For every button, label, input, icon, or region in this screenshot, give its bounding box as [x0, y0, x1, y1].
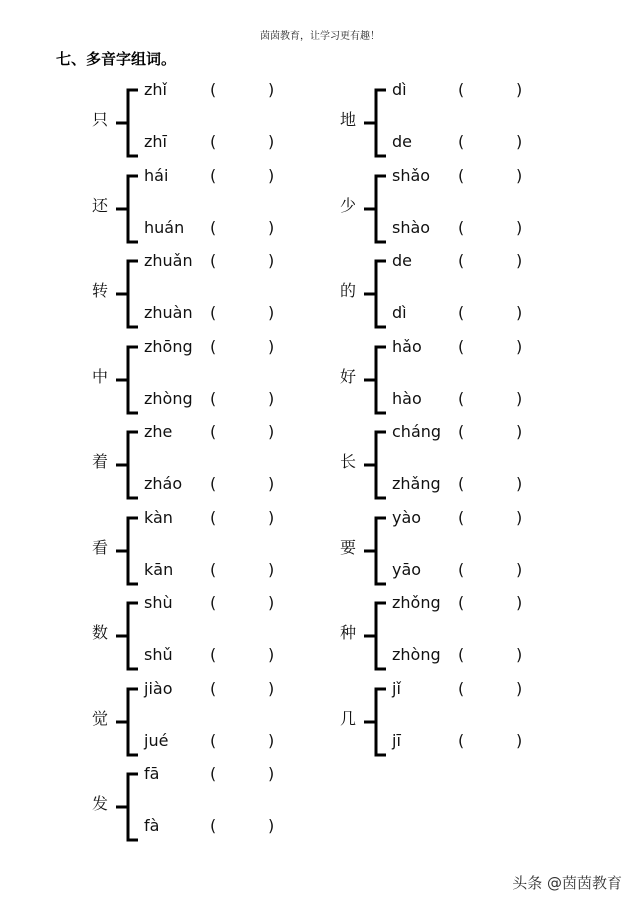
answer-blank-close: ): [516, 508, 523, 527]
pinyin-reading: zhuàn: [144, 303, 193, 322]
hanzi-char: 地: [340, 110, 357, 129]
pinyin-reading: shù: [144, 593, 173, 612]
pinyin-reading: hào: [392, 389, 422, 408]
answer-blank-open[interactable]: (: [210, 389, 217, 408]
polyphone-group: [92, 166, 352, 244]
answer-blank-open[interactable]: (: [210, 560, 217, 579]
polyphone-group: [340, 679, 600, 757]
answer-blank-open[interactable]: (: [210, 764, 217, 783]
answer-blank-close: ): [268, 132, 275, 151]
brace-icon: [108, 772, 140, 842]
brace-icon: [356, 174, 388, 244]
pinyin-reading: dì: [392, 303, 407, 322]
answer-blank-close: ): [516, 679, 523, 698]
answer-blank-open[interactable]: (: [458, 166, 465, 185]
pinyin-reading: zhī: [144, 132, 167, 151]
answer-blank-open[interactable]: (: [458, 422, 465, 441]
polyphone-group: [340, 80, 600, 158]
polyphone-group: [340, 337, 600, 415]
pinyin-reading: zhǒng: [392, 593, 441, 612]
pinyin-reading: shǔ: [144, 645, 173, 664]
answer-blank-open[interactable]: (: [210, 166, 217, 185]
answer-blank-close: ): [516, 303, 523, 322]
answer-blank-open[interactable]: (: [458, 731, 465, 750]
answer-blank-close: ): [516, 337, 523, 356]
answer-blank-open[interactable]: (: [458, 132, 465, 151]
hanzi-char: 好: [340, 367, 357, 386]
polyphone-group: [340, 166, 600, 244]
section-title: 七、多音字组词。: [56, 50, 177, 68]
pinyin-reading: zhuǎn: [144, 251, 193, 270]
polyphone-group: [92, 679, 352, 757]
pinyin-reading: kān: [144, 560, 174, 579]
hanzi-char: 几: [340, 709, 357, 728]
polyphone-group: [340, 422, 600, 500]
answer-blank-open[interactable]: (: [210, 337, 217, 356]
answer-blank-open[interactable]: (: [210, 303, 217, 322]
answer-blank-open[interactable]: (: [458, 389, 465, 408]
answer-blank-close: ): [268, 337, 275, 356]
answer-blank-close: ): [516, 474, 523, 493]
answer-blank-close: ): [268, 166, 275, 185]
hanzi-char: 数: [92, 623, 109, 642]
answer-blank-open[interactable]: (: [210, 731, 217, 750]
pinyin-reading: zhǎng: [392, 474, 441, 493]
polyphone-group: [340, 508, 600, 586]
answer-blank-close: ): [516, 251, 523, 270]
answer-blank-close: ): [516, 166, 523, 185]
answer-blank-open[interactable]: (: [458, 593, 465, 612]
brace-icon: [108, 174, 140, 244]
brace-icon: [356, 259, 388, 329]
answer-blank-close: ): [516, 80, 523, 99]
answer-blank-close: ): [268, 816, 275, 835]
answer-blank-open[interactable]: (: [210, 508, 217, 527]
polyphone-group: [92, 508, 352, 586]
brace-icon: [356, 516, 388, 586]
brace-icon: [108, 601, 140, 671]
polyphone-group: [92, 422, 352, 500]
brace-icon: [356, 88, 388, 158]
pinyin-reading: hái: [144, 166, 169, 185]
answer-blank-open[interactable]: (: [210, 474, 217, 493]
answer-blank-open[interactable]: (: [458, 645, 465, 664]
polyphone-group: [92, 593, 352, 671]
pinyin-reading: hǎo: [392, 337, 422, 356]
polyphone-group: [340, 593, 600, 671]
brace-icon: [108, 516, 140, 586]
pinyin-reading: zhòng: [392, 645, 441, 664]
pinyin-reading: zháo: [144, 474, 183, 493]
page-header: 茵茵教育，让学习更有趣！: [260, 31, 380, 42]
hanzi-char: 发: [92, 794, 109, 813]
answer-blank-close: ): [268, 731, 275, 750]
pinyin-reading: fā: [144, 764, 160, 783]
answer-blank-open[interactable]: (: [210, 251, 217, 270]
brace-icon: [108, 345, 140, 415]
hanzi-char: 中: [92, 367, 109, 386]
pinyin-reading: shào: [392, 218, 431, 237]
brace-icon: [356, 601, 388, 671]
answer-blank-open[interactable]: (: [210, 679, 217, 698]
pinyin-reading: cháng: [392, 422, 442, 441]
answer-blank-open[interactable]: (: [210, 132, 217, 151]
pinyin-reading: jī: [392, 731, 401, 750]
hanzi-char: 的: [340, 281, 357, 300]
polyphone-group: [340, 251, 600, 329]
polyphone-group: [92, 80, 352, 158]
brace-icon: [108, 88, 140, 158]
answer-blank-open[interactable]: (: [210, 422, 217, 441]
answer-blank-close: ): [268, 389, 275, 408]
answer-blank-open[interactable]: (: [210, 80, 217, 99]
polyphone-group: [92, 337, 352, 415]
pinyin-reading: zhǐ: [144, 80, 167, 99]
answer-blank-open[interactable]: (: [458, 303, 465, 322]
answer-blank-open[interactable]: (: [210, 218, 217, 237]
answer-blank-open[interactable]: (: [458, 474, 465, 493]
pinyin-reading: de: [392, 132, 412, 151]
answer-blank-close: ): [516, 422, 523, 441]
answer-blank-close: ): [516, 389, 523, 408]
brace-icon: [108, 687, 140, 757]
hanzi-char: 着: [92, 452, 109, 471]
pinyin-reading: shǎo: [392, 166, 431, 185]
pinyin-reading: fà: [144, 816, 160, 835]
answer-blank-open[interactable]: (: [458, 679, 465, 698]
answer-blank-close: ): [268, 422, 275, 441]
answer-blank-close: ): [516, 218, 523, 237]
hanzi-char: 觉: [92, 709, 109, 728]
answer-blank-close: ): [268, 303, 275, 322]
pinyin-reading: zhe: [144, 422, 173, 441]
answer-blank-close: ): [268, 645, 275, 664]
watermark: 头条 @茵茵教育: [512, 874, 622, 892]
hanzi-char: 转: [92, 281, 109, 300]
answer-blank-close: ): [268, 679, 275, 698]
answer-blank-open[interactable]: (: [458, 251, 465, 270]
answer-blank-close: ): [268, 593, 275, 612]
answer-blank-close: ): [516, 593, 523, 612]
answer-blank-open[interactable]: (: [458, 337, 465, 356]
polyphone-group: [92, 251, 352, 329]
brace-icon: [108, 259, 140, 329]
answer-blank-open[interactable]: (: [210, 593, 217, 612]
pinyin-reading: jǐ: [392, 679, 401, 698]
answer-blank-open[interactable]: (: [458, 560, 465, 579]
answer-blank-close: ): [516, 645, 523, 664]
answer-blank-close: ): [516, 731, 523, 750]
hanzi-char: 只: [92, 110, 109, 129]
brace-icon: [356, 430, 388, 500]
answer-blank-open[interactable]: (: [210, 816, 217, 835]
pinyin-reading: yāo: [392, 560, 422, 579]
hanzi-char: 少: [340, 196, 357, 215]
answer-blank-close: ): [268, 764, 275, 783]
pinyin-reading: jué: [144, 731, 169, 750]
answer-blank-open[interactable]: (: [458, 508, 465, 527]
polyphone-group: [92, 764, 352, 842]
pinyin-reading: yào: [392, 508, 422, 527]
hanzi-char: 种: [340, 623, 357, 642]
pinyin-reading: zhòng: [144, 389, 193, 408]
answer-blank-close: ): [268, 474, 275, 493]
answer-blank-close: ): [268, 560, 275, 579]
pinyin-reading: kàn: [144, 508, 173, 527]
hanzi-char: 要: [340, 538, 357, 557]
answer-blank-open[interactable]: (: [458, 218, 465, 237]
pinyin-reading: huán: [144, 218, 185, 237]
answer-blank-close: ): [268, 218, 275, 237]
answer-blank-open[interactable]: (: [458, 80, 465, 99]
answer-blank-open[interactable]: (: [210, 645, 217, 664]
brace-icon: [356, 687, 388, 757]
brace-icon: [108, 430, 140, 500]
pinyin-reading: zhōng: [144, 337, 193, 356]
answer-blank-close: ): [268, 80, 275, 99]
answer-blank-close: ): [516, 560, 523, 579]
pinyin-reading: de: [392, 251, 412, 270]
hanzi-char: 还: [92, 196, 109, 215]
pinyin-reading: jiào: [144, 679, 173, 698]
answer-blank-close: ): [268, 508, 275, 527]
answer-blank-close: ): [516, 132, 523, 151]
pinyin-reading: dì: [392, 80, 407, 99]
answer-blank-close: ): [268, 251, 275, 270]
hanzi-char: 长: [340, 452, 357, 471]
brace-icon: [356, 345, 388, 415]
hanzi-char: 看: [92, 538, 109, 557]
